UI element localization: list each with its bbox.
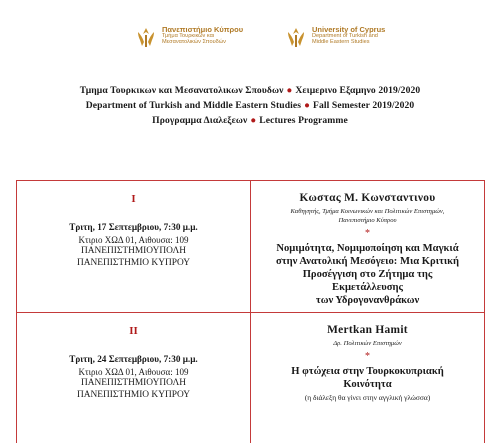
lecture-info-cell bbox=[17, 313, 251, 443]
lecture-date: Τριτη, 24 Σεπτεμβριου, 7:30 μ.μ. bbox=[69, 354, 198, 364]
logo-department-line: Middle Eastern Studies bbox=[312, 38, 370, 45]
lecture-campus: ΠΑΝΕΠΙΣΤΗΜΙΟΥΠΟΛΗ bbox=[80, 246, 187, 256]
lecture-room: Κτιριο ΧΩΔ 01, Αιθουσα: 109 bbox=[78, 235, 189, 245]
university-logo-english bbox=[286, 26, 385, 48]
header-line-english bbox=[0, 100, 500, 111]
lecture-speaker-cell bbox=[251, 313, 485, 443]
language-note: (η διάλεξη θα γίνει στην αγγλική γλώσσα) bbox=[304, 393, 431, 402]
logo-department-line: Τμήμα Τουρκικών και bbox=[162, 32, 215, 39]
lecture-row bbox=[17, 313, 485, 443]
speaker-name: Κωστας Μ. Κωνσταντινου bbox=[299, 192, 436, 204]
asterisk-separator: * bbox=[365, 351, 370, 362]
logo-department-line: Μεσανατολικών Σπουδών bbox=[162, 38, 226, 45]
header-line-greek bbox=[0, 85, 500, 96]
semester-greek: Χειμερινο Εξαμηνο 2019/2020 bbox=[295, 85, 421, 96]
lecture-title: Η φτώχεια στην Τουρκοκυπριακή Κοινότητα bbox=[291, 366, 444, 390]
department-name-english: Department of Turkish and Middle Eastern Studies bbox=[85, 100, 302, 111]
logo-department-line: Department of Turkish and bbox=[312, 32, 378, 39]
lectures-table bbox=[16, 180, 485, 443]
lecture-campus: ΠΑΝΕΠΙΣΤΗΜΙΟΥΠΟΛΗ bbox=[80, 378, 187, 388]
programme-title-english: Lectures Programme bbox=[259, 115, 348, 126]
separator-dot: ● bbox=[304, 100, 311, 111]
logo-university-name: Πανεπιστήμιο Κύπρου bbox=[162, 25, 244, 34]
speaker-affiliation: Καθηγητής, Τμήμα Κοινωνικών και Πολιτικών Επιστημών, Πανεπιστήμιο Κύπρου bbox=[290, 208, 445, 224]
lecture-university: ΠΑΝΕΠΙΣΤΗΜΙΟ ΚΥΠΡΟΥ bbox=[76, 258, 191, 268]
speaker-affiliation: Δρ. Πολιτικών Επιστημών bbox=[333, 340, 402, 347]
lecture-room: Κτιριο ΧΩΔ 01, Αιθουσα: 109 bbox=[78, 367, 189, 377]
university-emblem-icon bbox=[286, 26, 306, 48]
lecture-title: Νομιμότητα, Νομιμοποίηση και Μαγκιά στην Ανατολική Μεσόγειο: Μια Κριτική Προσέγγιση στο Ζήτημα της Εκμετάλλευσης των Υδρογονανθράκων bbox=[275, 243, 460, 306]
programme-title-greek: Προγραμμα Διαλεξεων bbox=[152, 115, 248, 126]
lecture-date: Τριτη, 17 Σεπτεμβριου, 7:30 μ.μ. bbox=[69, 222, 198, 232]
lecture-info-cell bbox=[17, 181, 251, 313]
semester-english: Fall Semester 2019/2020 bbox=[313, 100, 415, 111]
asterisk-separator: * bbox=[365, 228, 370, 239]
department-name-greek: Τμημα Τουρκικων και Μεσανατολικων Σπουδων bbox=[79, 85, 284, 96]
lecture-number: I bbox=[131, 193, 136, 205]
separator-dot: ● bbox=[286, 85, 293, 96]
header-line-programme bbox=[0, 115, 500, 126]
university-emblem-icon bbox=[136, 26, 156, 48]
logo-university-name: University of Cyprus bbox=[312, 25, 386, 34]
lecture-speaker-cell bbox=[251, 181, 485, 313]
lecture-number: II bbox=[129, 325, 138, 337]
separator-dot: ● bbox=[250, 115, 257, 126]
lecture-row bbox=[17, 181, 485, 313]
lecture-university: ΠΑΝΕΠΙΣΤΗΜΙΟ ΚΥΠΡΟΥ bbox=[76, 390, 191, 400]
speaker-name: Mertkan Hamit bbox=[327, 324, 408, 336]
university-logo-greek bbox=[136, 26, 243, 48]
